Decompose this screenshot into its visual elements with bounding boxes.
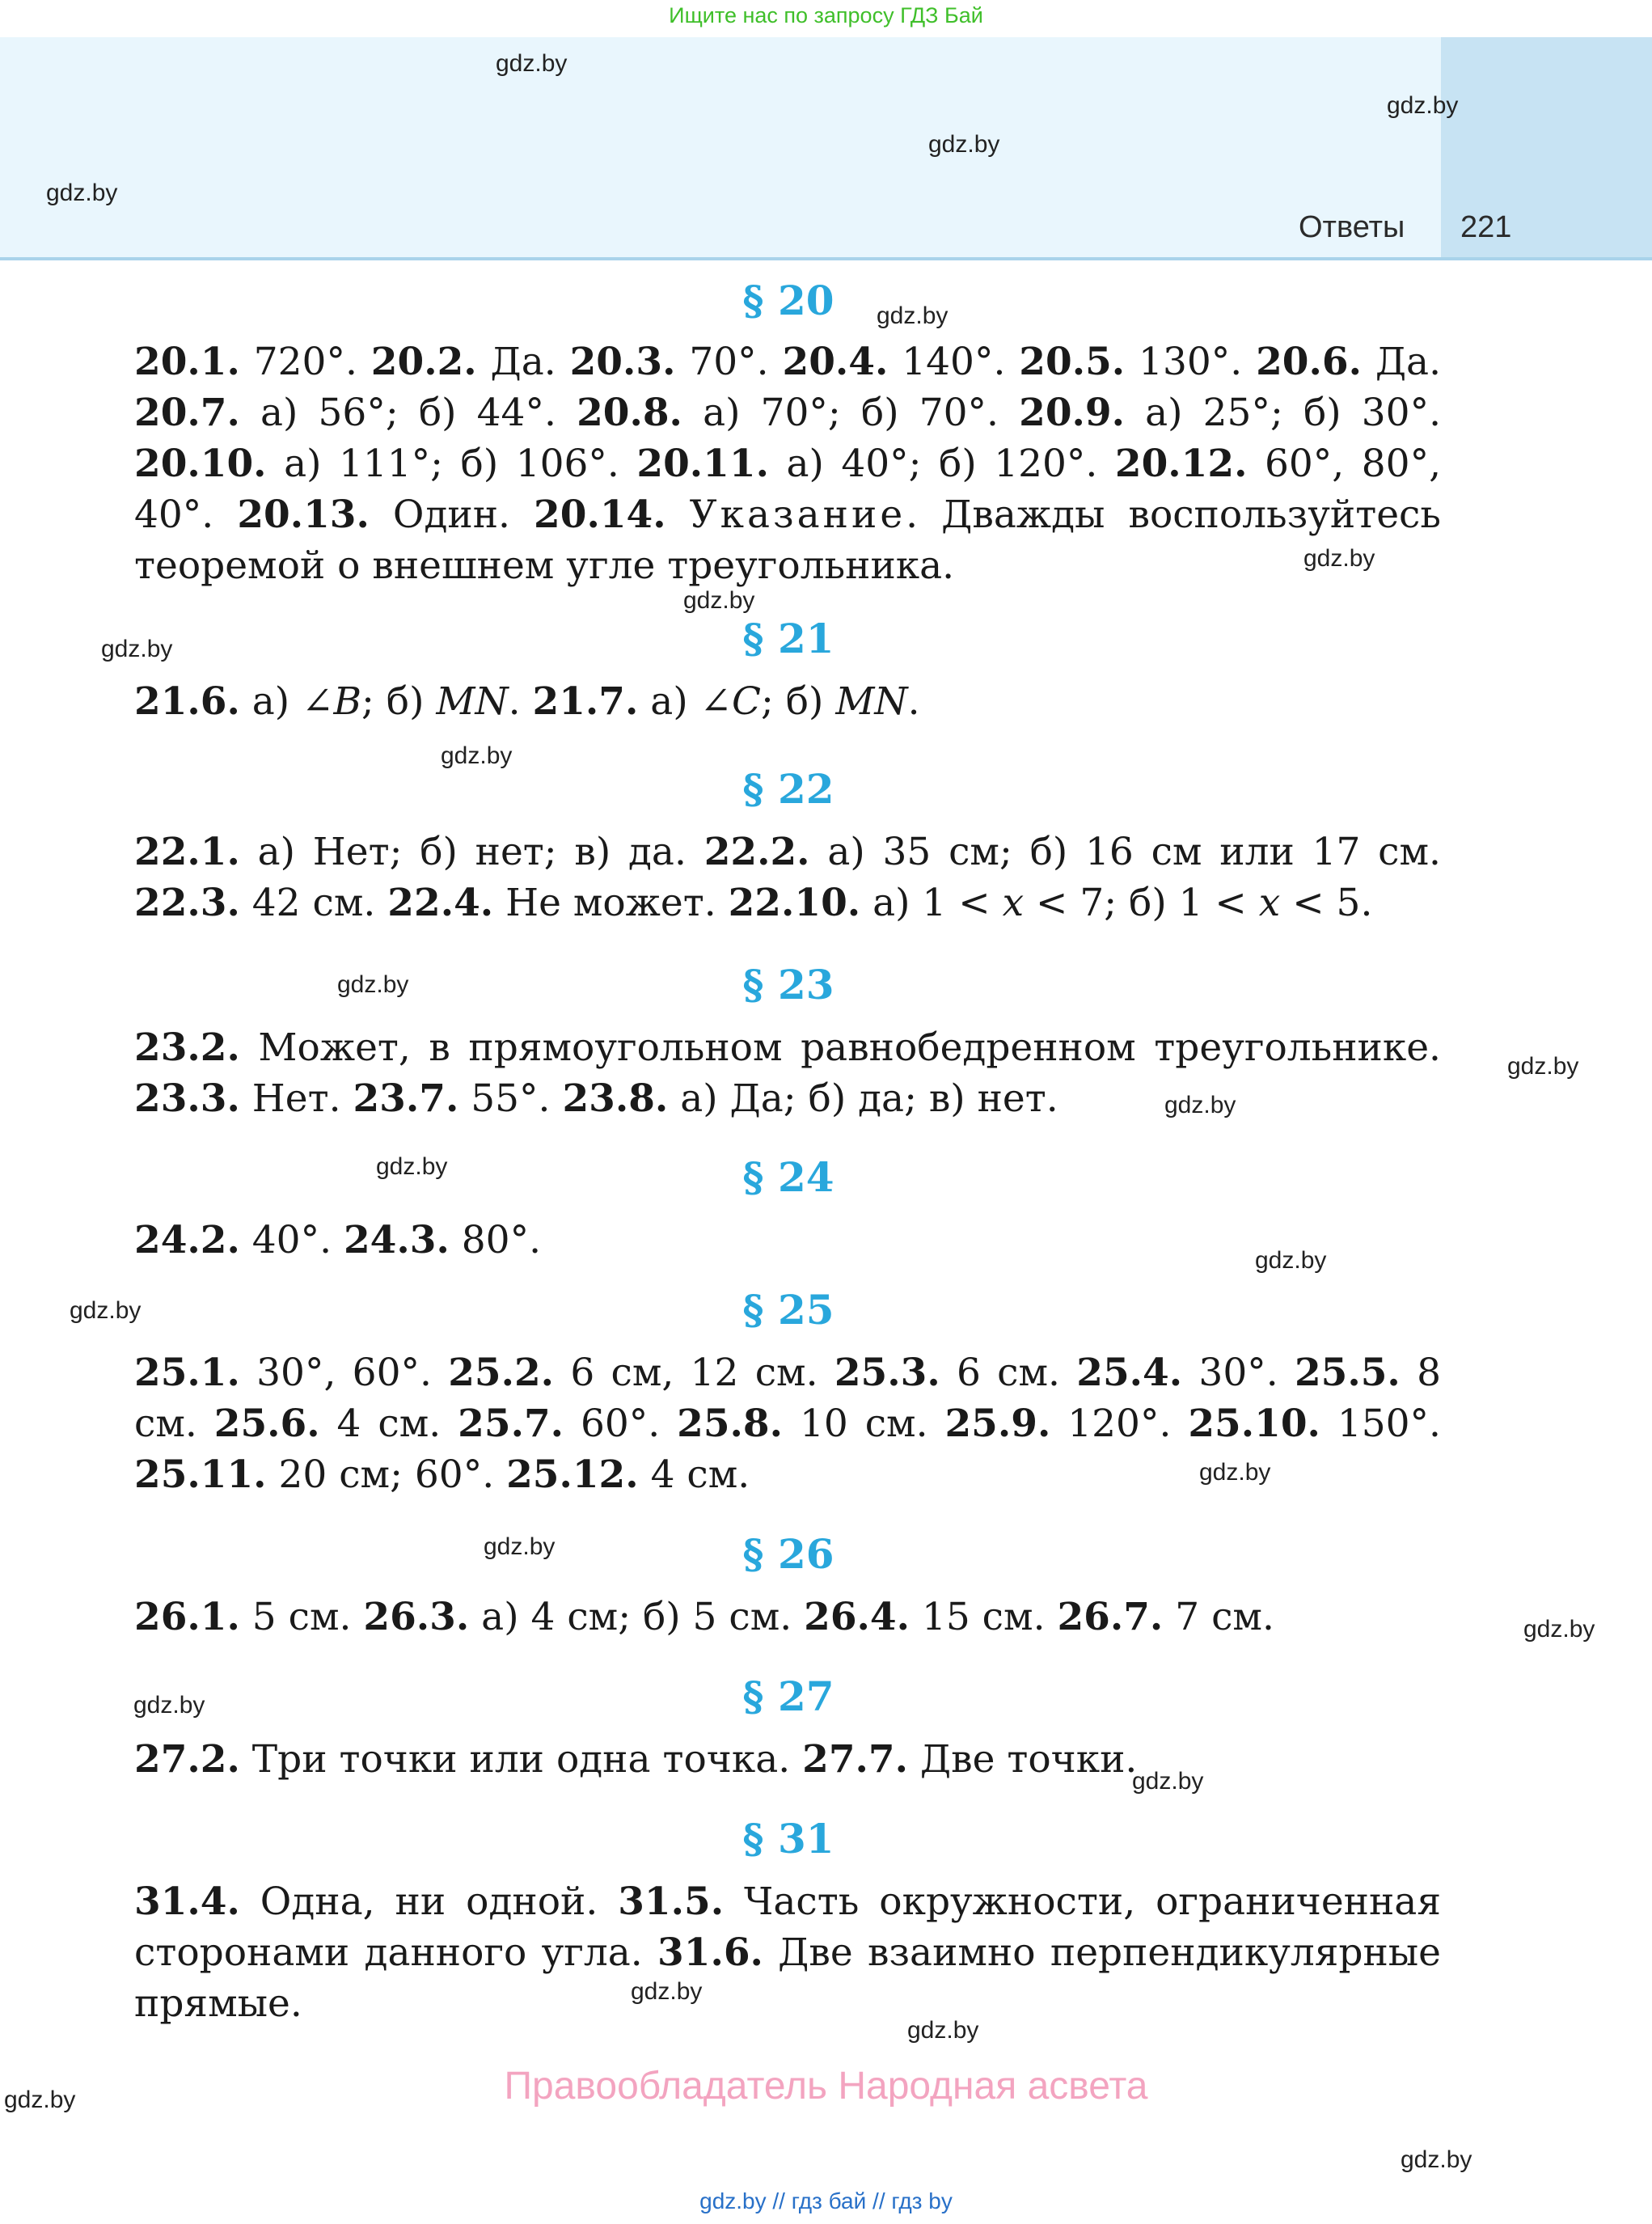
section-text-20: 20.1. 720°. 20.2. Да. 20.3. 70°. 20.4. 140°. 20.5. 130°. 20.6. Да. 20.7. а) 56°; б) 44°. 20.8. а) 70°; б) 70°. 20.9. а) 25°; б) 30°. 20.10. а) 111°; б) 106°. 20.11. а) 40°; б) 120°. 20.12. 60°, 80°, 40°. 20.13. Один. 20.14. Указание. Дважды воспользуйтесь теоремой о внешнем угле треугольника. <box>134 340 1442 588</box>
watermark: gdz.by <box>441 742 513 769</box>
section-title-22: § 22 <box>742 765 834 813</box>
watermark: gdz.by <box>1507 1053 1579 1080</box>
section-title-31: § 31 <box>742 1815 834 1862</box>
watermark: gdz.by <box>133 1692 205 1719</box>
watermark: gdz.by <box>4 2087 76 2113</box>
section-text-24: 24.2. 40°. 24.3. 80°. <box>134 1218 542 1262</box>
section-text-23: 23.2. Может, в прямоугольном равнобедренном треугольнике. 23.3. Нет. 23.7. 55°. 23.8. а) Да; б) да; в) нет. <box>134 1025 1441 1121</box>
watermark: gdz.by <box>46 180 118 206</box>
section-text-26: 26.1. 5 см. 26.3. а) 4 см; б) 5 см. 26.4. 15 см. 26.7. 7 см. <box>134 1595 1274 1639</box>
watermark: gdz.by <box>928 131 1000 158</box>
watermark: gdz.by <box>1303 545 1375 572</box>
watermark: gdz.by <box>1401 2146 1472 2173</box>
section-title-27: § 27 <box>742 1672 834 1720</box>
copyright-notice: Правообладатель Народная асвета <box>504 2065 1148 2108</box>
section-text-25: 25.1. 30°, 60°. 25.2. 6 см, 12 см. 25.3. 6 см. 25.4. 30°. 25.5. 8 см. 25.6. 4 см. 25.7. 60°. 25.8. 10 см. 25.9. 120°. 25.10. 150°. 25.11. 20 см; 60°. 25.12. 4 см. <box>134 1351 1441 1497</box>
watermark: gdz.by <box>101 636 173 662</box>
footer-links[interactable]: gdz.by // гдз бай // гдз by <box>699 2188 953 2213</box>
watermark: gdz.by <box>1199 1459 1271 1486</box>
watermark: gdz.by <box>376 1153 448 1180</box>
watermark: gdz.by <box>1132 1768 1204 1795</box>
section-text-22: 22.1. а) Нет; б) нет; в) да. 22.2. а) 35 см; б) 16 см или 17 см. 22.3. 42 см. 22.4. Не может. 22.10. а) 1 < x < 7; б) 1 < x < 5. <box>134 830 1441 925</box>
watermark: gdz.by <box>484 1533 556 1560</box>
watermark: gdz.by <box>1164 1092 1236 1118</box>
watermark: gdz.by <box>907 2017 979 2044</box>
section-title-26: § 26 <box>742 1530 834 1578</box>
watermark: gdz.by <box>70 1297 142 1324</box>
section-title-20: § 20 <box>742 277 834 324</box>
watermark: gdz.by <box>1255 1247 1327 1274</box>
watermark: gdz.by <box>1523 1616 1595 1643</box>
watermark: gdz.by <box>1387 92 1459 119</box>
section-title-23: § 23 <box>742 961 834 1008</box>
watermark: gdz.by <box>877 302 949 329</box>
top-banner: Ищите нас по запросу ГДЗ Бай <box>669 3 983 27</box>
section-title-21: § 21 <box>742 615 834 662</box>
section-text-21: 21.6. а) ∠B; б) MN. 21.7. а) ∠C; б) MN. <box>134 679 920 724</box>
watermark: gdz.by <box>631 1978 703 2005</box>
section-title-25: § 25 <box>742 1286 834 1334</box>
watermark: gdz.by <box>496 50 568 77</box>
watermark: gdz.by <box>337 971 409 998</box>
section-title-24: § 24 <box>742 1153 834 1201</box>
section-text-31: 31.4. Одна, ни одной. 31.5. Часть окружности, ограниченная сторонами данного угла. 31.6. Две взаимно перпендикулярные прямые. <box>134 1879 1441 2026</box>
section-text-27: 27.2. Три точки или одна точка. 27.7. Две точки. <box>134 1737 1138 1782</box>
watermark: gdz.by <box>683 587 755 614</box>
page-number: 221 <box>1460 210 1512 244</box>
header-label: Ответы <box>1299 210 1405 244</box>
